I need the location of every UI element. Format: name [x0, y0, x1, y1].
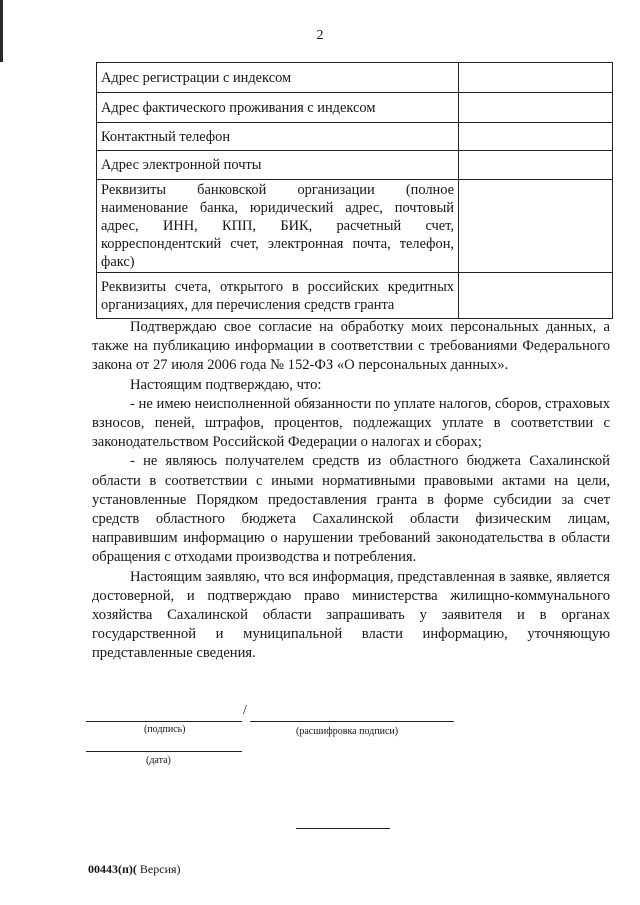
row-label-email: Адрес электронной почты — [97, 151, 459, 180]
row-label-bank-details: Реквизиты банковской организации (полное наименование банка, юридический адрес, почтовый адрес, ИНН, КПП, БИК, расчетный счет, корреспондентский счет, электронная почта, телефон, факс) — [97, 180, 459, 273]
table-row — [97, 151, 613, 180]
row-value-phone — [459, 123, 613, 151]
date-caption: (дата) — [146, 755, 171, 766]
no-budget-funds-item: - не являюсь получателем средств из областного бюджета Сахалинской области в соответствии с иными нормативными правовыми актами на цели, установленные Порядком предоставления гранта в форме субсидии за счет средств областного бюджета Сахалинской области физическим лицам, направившим информацию о нарушении требований законодательства в области обращения с отходами производства и потребления. — [92, 453, 610, 566]
row-label-phone: Контактный телефон — [97, 123, 459, 151]
table-row — [97, 123, 613, 151]
date-line — [86, 751, 242, 752]
signature-caption: (подпись) — [144, 724, 186, 735]
accuracy-statement-paragraph: Настоящим заявляю, что вся информация, представленная в заявке, является достоверной, и подтверждаю право министерства жилищно-коммунального хозяйства Сахалинской области запрашивать у заявителя и в органах государственной и муниципальной власти информацию, уточняющую представленные сведения. — [92, 568, 610, 662]
consent-paragraph: Подтверждаю свое согласие на обработку моих персональных данных, а также на публикацию информации в соответствии с требованиями Федерального закона от 27 июля 2006 года № 152-ФЗ «О персональных данных». — [92, 319, 610, 374]
row-value-bank-details — [459, 180, 613, 273]
row-value-registration-address — [459, 63, 613, 93]
page-number: 2 — [316, 28, 324, 43]
table-row — [97, 180, 613, 273]
row-value-actual-address — [459, 93, 613, 123]
table-row — [97, 63, 613, 93]
applicant-info-table — [96, 62, 613, 319]
bottom-rule — [296, 828, 390, 829]
signature-decoding-line — [250, 721, 454, 722]
row-value-email — [459, 151, 613, 180]
confirmation-intro: Настоящим подтверждаю, что: — [130, 376, 322, 393]
document-code-number: 00443(п)( — [88, 862, 137, 876]
row-label-account-details: Реквизиты счета, открытого в российских кредитных организациях, для перечисления средств гранта — [97, 273, 459, 319]
no-tax-debt-item: - не имею неисполненной обязанности по уплате налогов, сборов, страховых взносов, пеней, штрафов, процентов, подлежащих уплате в соответствии с законодательством Российской Федерации о налогах и сборах; — [92, 395, 610, 451]
document-version-label: Версия) — [136, 862, 181, 876]
row-value-account-details — [459, 273, 613, 319]
signature-line — [86, 721, 242, 722]
row-label-actual-address: Адрес фактического проживания с индексом — [97, 93, 459, 123]
declaration-text — [92, 318, 610, 664]
signature-decoding-caption: (расшифровка подписи) — [296, 726, 399, 737]
table-row — [97, 273, 613, 319]
row-label-registration-address: Адрес регистрации с индексом — [97, 63, 459, 93]
table-row — [97, 93, 613, 123]
signature-separator: / — [243, 703, 247, 718]
document-code — [88, 862, 181, 877]
